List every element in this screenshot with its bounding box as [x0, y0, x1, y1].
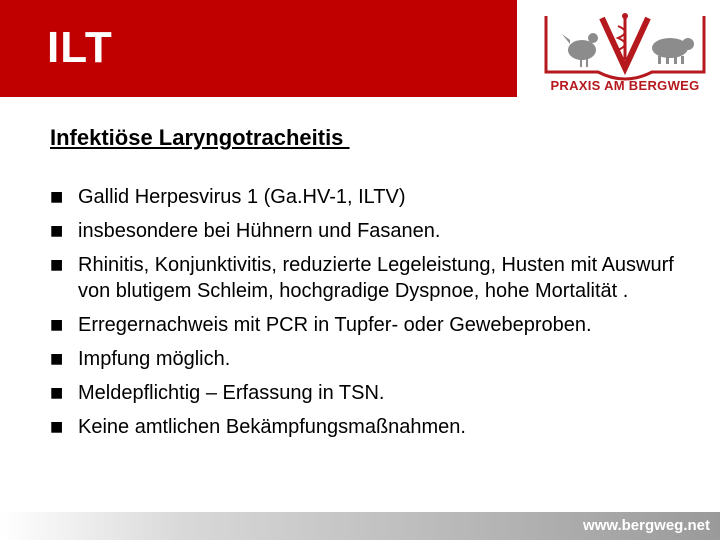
list-item-text: Keine amtlichen Bekämpfungsmaßnahmen. [78, 416, 466, 438]
praxis-logo [540, 10, 710, 100]
list-item [50, 414, 700, 440]
list-item [50, 184, 700, 210]
logo-wordmark: PRAXIS AM BERGWEG [550, 78, 700, 93]
list-item-text: Meldepflichtig – Erfassung in TSN. [78, 382, 385, 404]
bullet-icon: ■ [50, 223, 64, 239]
title-band [0, 0, 517, 97]
bullet-icon: ■ [50, 189, 64, 205]
bullet-list [50, 184, 700, 448]
pig-icon [652, 38, 694, 64]
bullet-icon: ■ [50, 385, 64, 401]
list-item-text: Rhinitis, Konjunktivitis, reduzierte Legeleistung, Husten mit Auswurf von blutigem Schleim, hochgradige Dyspnoe, hohe Mortalität . [78, 254, 674, 302]
chicken-icon [562, 33, 598, 67]
bullet-icon: ■ [50, 257, 64, 273]
list-item-text: Impfung möglich. [78, 348, 231, 370]
list-item-text: Gallid Herpesvirus 1 (Ga.HV-1, ILTV) [78, 186, 406, 208]
list-item [50, 218, 700, 244]
list-item [50, 252, 700, 304]
bullet-icon: ■ [50, 419, 64, 435]
list-item [50, 312, 700, 338]
list-item-text: insbesondere bei Hühnern und Fasanen. [78, 220, 441, 242]
slide-title: ILT [47, 23, 113, 72]
slide-heading: Infektiöse Laryngotracheitis [50, 125, 350, 150]
list-item [50, 346, 700, 372]
list-item-text: Erregernachweis mit PCR in Tupfer- oder Gewebeproben. [78, 314, 592, 336]
bullet-icon: ■ [50, 351, 64, 367]
footer-url[interactable]: www.bergweg.net [583, 517, 710, 534]
footer-bar [0, 512, 720, 540]
caduceus-icon [602, 13, 648, 68]
list-item [50, 380, 700, 406]
bullet-icon: ■ [50, 317, 64, 333]
